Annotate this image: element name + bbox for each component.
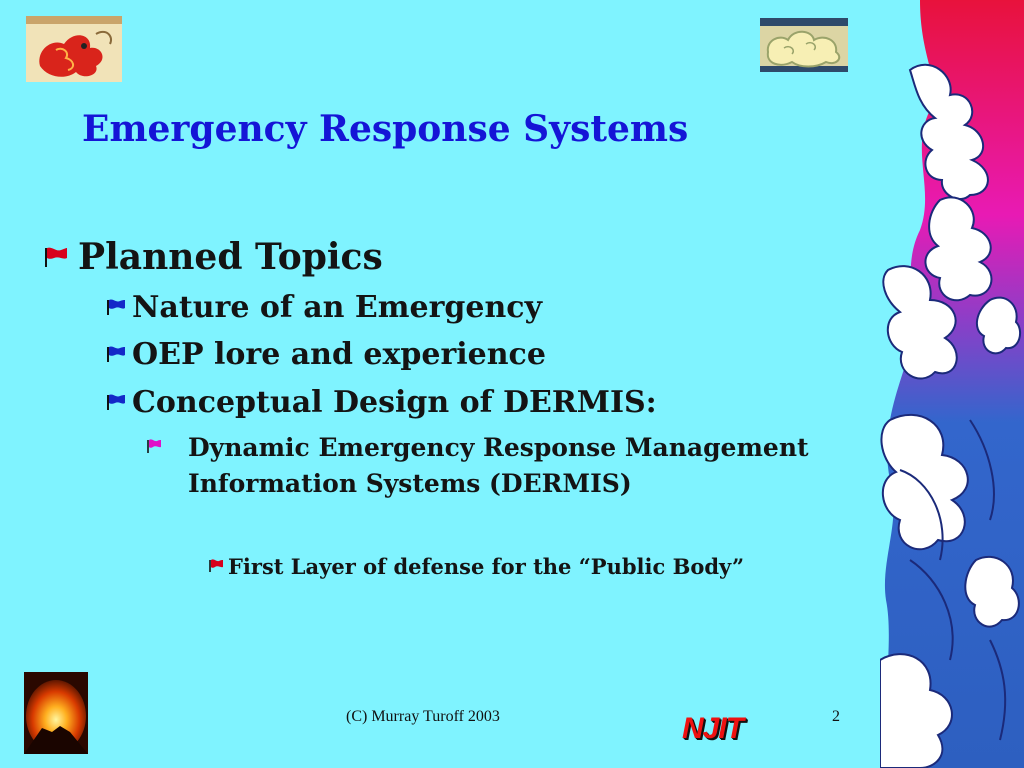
blue-flag-icon xyxy=(106,393,126,411)
bullet-oep-lore xyxy=(106,337,546,372)
bullet-conceptual-design xyxy=(106,385,657,420)
bullet-text: Nature of an Emergency xyxy=(132,290,542,325)
slide-title: Emergency Response Systems xyxy=(82,108,689,150)
bullet-text: Conceptual Design of DERMIS: xyxy=(132,385,657,420)
bullet-planned-topics xyxy=(44,236,383,278)
volcano-image xyxy=(24,672,88,754)
wave-decoration xyxy=(880,0,1024,768)
red-flag-icon xyxy=(208,558,224,573)
magenta-flag-icon xyxy=(146,438,162,454)
bullet-first-layer-defense xyxy=(208,550,808,584)
blue-flag-icon xyxy=(106,298,126,316)
dragon-painting-image xyxy=(26,16,122,82)
copyright-footer: (C) Murray Turoff 2003 xyxy=(346,708,500,725)
clouds-painting-image xyxy=(760,18,848,72)
njit-logo: NJIT xyxy=(682,712,744,745)
bullet-text: OEP lore and experience xyxy=(132,337,546,372)
blue-flag-icon xyxy=(106,345,126,363)
page-number: 2 xyxy=(832,708,840,725)
bullet-dermis-definition xyxy=(146,430,826,502)
red-flag-icon xyxy=(44,246,68,268)
bullet-text: Dynamic Emergency Response Management Information Systems (DERMIS) xyxy=(188,433,809,498)
bullet-text: First Layer of defense for the “Public Body” xyxy=(228,554,745,579)
bullet-text: Planned Topics xyxy=(78,236,383,278)
bullet-nature-of-emergency xyxy=(106,290,542,325)
